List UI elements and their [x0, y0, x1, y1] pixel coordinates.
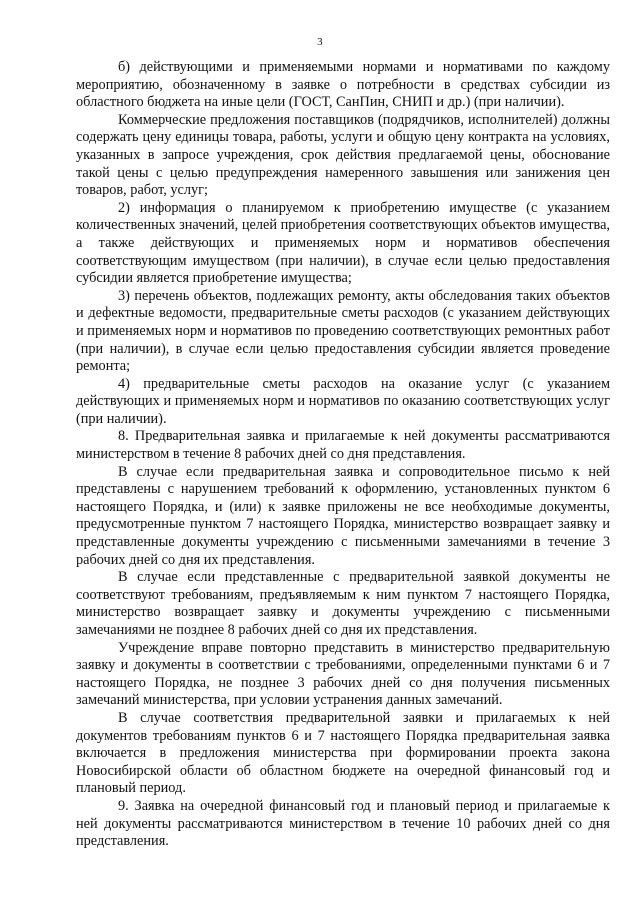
paragraph-return-nonconformity: В случае если представленные с предварительной заявкой документы не соответствуют требованиям, предъявляемым к ним пунктом 7 настоящего Порядка, министерство возвращает заявку и документы учреждению с письменными замечаниями не позднее 8 рабочих дней со дня их представления.: [76, 569, 610, 638]
paragraph-resubmission: Учреждение вправе повторно представить в министерство предварительную заявку и документы в соответствии с требованиями, определенными пунктами 6 и 7 настоящего Порядка, не позднее 3 рабочих дней со дня получения письменных замечаний министерства, при условии устранения данных замечаний.: [76, 639, 610, 709]
paragraph-clause-8: 8. Предварительная заявка и прилагаемые к ней документы рассматриваются министерством в течение 8 рабочих дней со дня представления.: [76, 428, 610, 463]
paragraph-norms: б) действующими и применяемыми нормами и нормативами по каждому мероприятию, обозначенному в заявке о потребности в средствах субсидии из областного бюджета на иные цели (ГОСТ, СанПин, СНИП и др.) (при наличии).: [76, 59, 610, 111]
paragraph-return-formatting: В случае если предварительная заявка и сопроводительное письмо к ней представлены с нарушением требований к оформлению, установленных пунктом 6 настоящего Порядка, и (или) к заявке приложены не все необходимые документы, предусмотренные пунктом 7 настоящего Порядка, министерство возвращает заявку и представленные документы учреждению с письменными замечаниями в течение 3 рабочих дней со дня их представления.: [76, 463, 610, 568]
document-body: [76, 59, 610, 851]
paragraph-item-3-repair: 3) перечень объектов, подлежащих ремонту, акты обследования таких объектов и дефектные ведомости, предварительные сметы расходов (с указанием действующих и применяемых норм и нормативов по проведению соответствующих ремонтных работ (при наличии), в случае если целью предоставления субсидии является проведение ремонта;: [76, 287, 610, 375]
paragraph-commercial-offers: Коммерческие предложения поставщиков (подрядчиков, исполнителей) должны содержать цену единицы товара, работы, услуги и общую цену контракта на условиях, указанных в запросе учреждения, срок действия предлагаемой цены, обоснование такой цены с целью предупреждения намеренного завышения или занижения цен товаров, работ, услуг;: [76, 111, 610, 199]
page-number: 3: [317, 36, 323, 48]
paragraph-item-4-services: 4) предварительные сметы расходов на оказание услуг (с указанием действующих и применяемых норм и нормативов по оказанию соответствующих услуг (при наличии).: [76, 375, 610, 427]
paragraph-clause-9: 9. Заявка на очередной финансовый год и плановый период и прилагаемые к ней документы рассматриваются министерством в течение 10 рабочих дней со дня представления.: [76, 797, 610, 850]
paragraph-item-2-property: 2) информация о планируемом к приобретению имуществе (с указанием количественных значений, целей приобретения соответствующих объектов имущества, а также действующих и применяемых норм и нормативов обеспечения соответствующим имуществом (при наличии), в случае если целью предоставления субсидии является приобретение имущества;: [76, 199, 610, 287]
paragraph-inclusion: В случае соответствия предварительной заявки и прилагаемых к ней документов требованиям пунктов 6 и 7 настоящего Порядка предварительная заявка включается в предложения министерства при формировании проекта закона Новосибирской области об областном бюджете на очередной финансовый год и плановый период.: [76, 709, 610, 797]
